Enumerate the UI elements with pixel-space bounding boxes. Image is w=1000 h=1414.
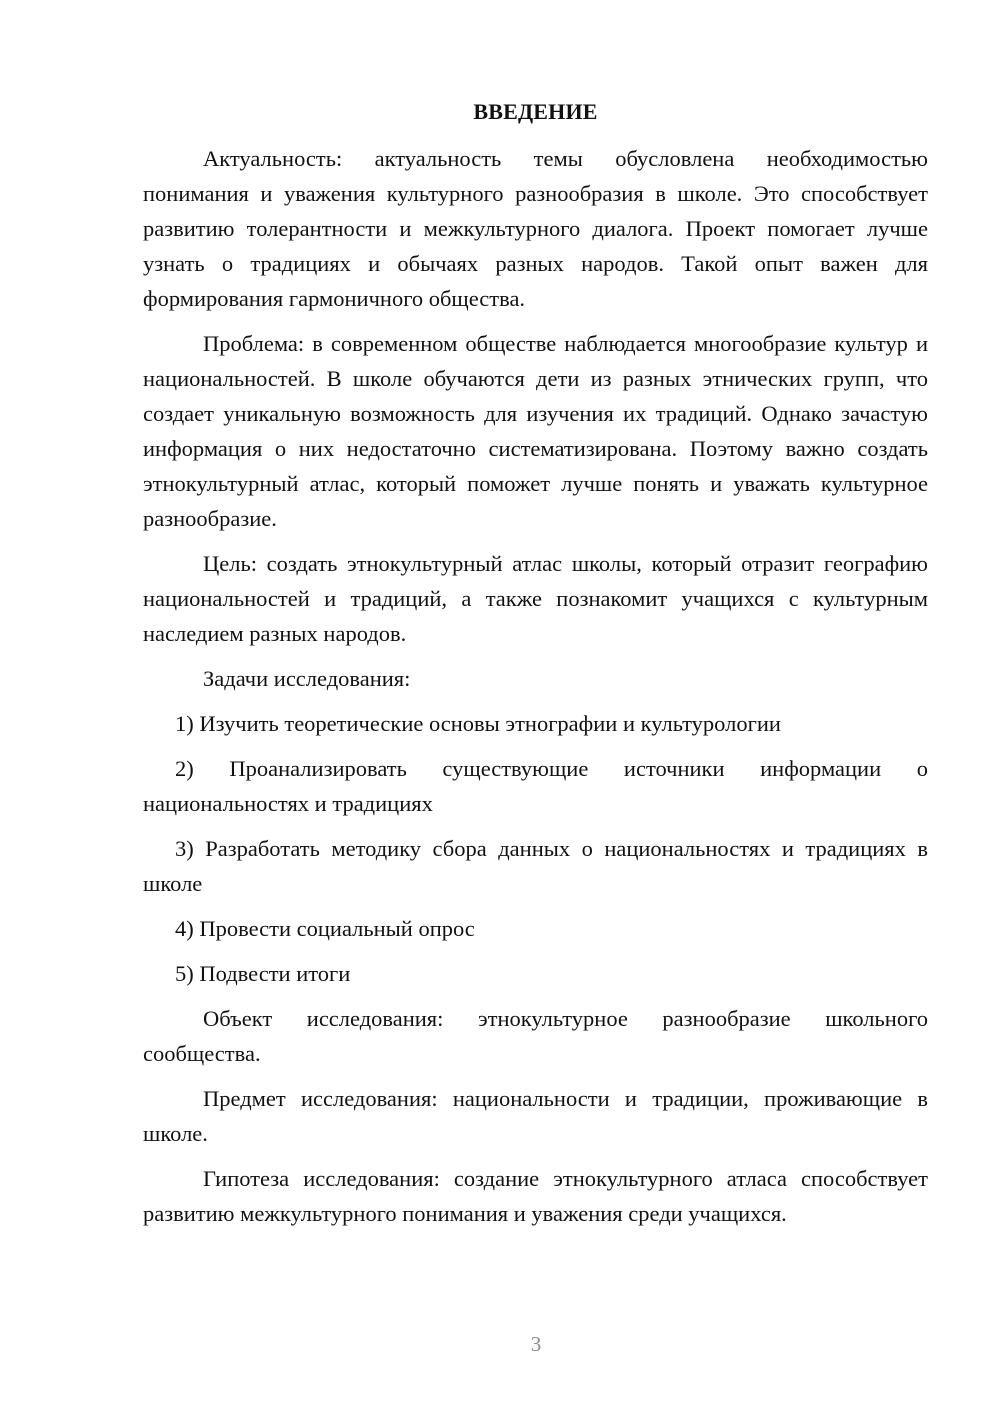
goal-paragraph: Цель: создать этнокультурный атлас школы, который отразит географию национальностей и традиций, а также познакомит учащихся с культурным наследием разных народов. [143, 551, 928, 646]
hypothesis-paragraph: Гипотеза исследования: создание этнокультурного атласа способствует развитию межкультурного понимания и уважения среди учащихся. [143, 1166, 928, 1226]
subject-paragraph: Предмет исследования: национальности и традиции, проживающие в школе. [143, 1086, 928, 1146]
tasks-heading: Задачи исследования: [203, 666, 411, 691]
task-item: 3) Разработать методику сбора данных о национальностях и традициях в школе [143, 836, 928, 896]
task-item: 5) Подвести итоги [175, 961, 351, 986]
problem-paragraph: Проблема: в современном обществе наблюдается многообразие культур и национальностей. В школе обучаются дети из разных этнических групп, что создает уникальную возможность для изучения их традиций. Однако зачастую информация о них недостаточно систематизирована. Поэтому важно создать этнокультурный атлас, который поможет лучше понять и уважать культурное разнообразие. [143, 331, 928, 531]
object-paragraph: Объект исследования: этнокультурное разнообразие школьного сообщества. [143, 1006, 928, 1066]
task-item: 2) Проанализировать существующие источники информации о национальностях и традициях [143, 756, 928, 816]
document-page [143, 94, 928, 1241]
task-item: 1) Изучить теоретические основы этнографии и культурологии [175, 711, 781, 736]
relevance-paragraph: Актуальность: актуальность темы обусловлена необходимостью понимания и уважения культурного разнообразия в школе. Это способствует развитию толерантности и межкультурного диалога. Проект помогает лучше узнать о традициях и обычаях разных народов. Такой опыт важен для формирования гармоничного общества. [143, 146, 928, 311]
task-item: 4) Провести социальный опрос [175, 916, 475, 941]
section-title: ВВЕДЕНИЕ [473, 99, 598, 124]
page-number: 3 [530, 1332, 542, 1356]
